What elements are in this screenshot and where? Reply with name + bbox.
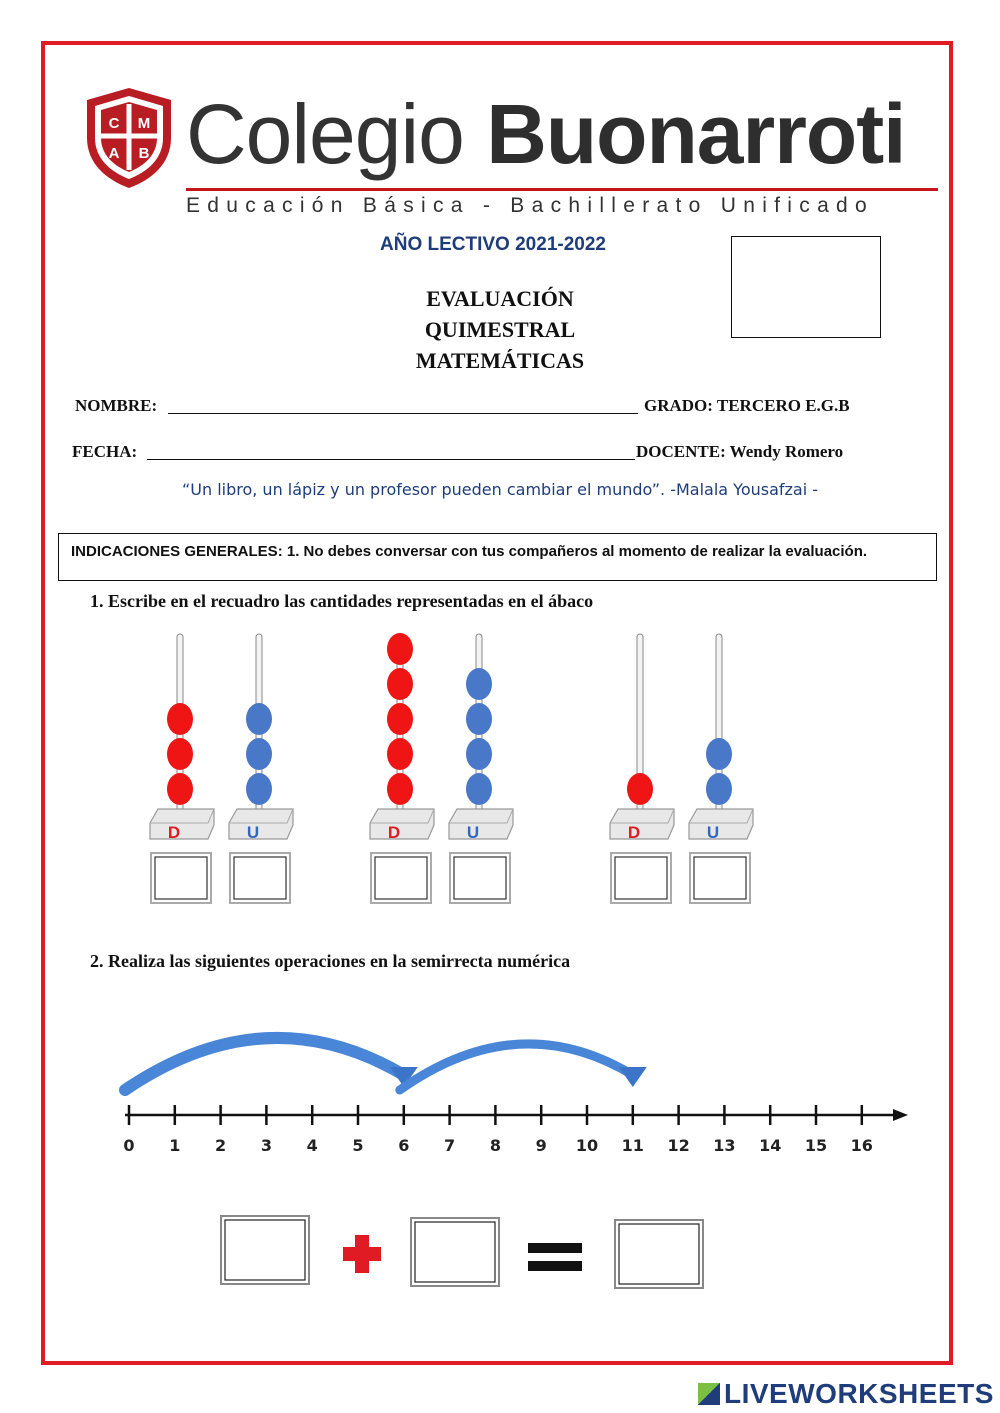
tick-label: 7 (444, 1136, 456, 1155)
logo-letter-m: M (137, 115, 151, 132)
date-label: FECHA: (72, 442, 138, 461)
abacus-base (449, 809, 513, 839)
logo-letter-b: B (138, 145, 150, 162)
abacus-base (610, 809, 674, 839)
logo-divider (186, 188, 938, 191)
tens-answer-box[interactable] (611, 853, 671, 903)
school-name-word2: Buonarroti (486, 87, 906, 181)
exam-title-line2: QUIMESTRAL (424, 317, 576, 342)
tick-label: 6 (398, 1136, 410, 1155)
tick-label: 2 (215, 1136, 227, 1155)
tick-label: 8 (489, 1136, 501, 1155)
school-subtitle: Educación Básica - Bachillerato Unificado (186, 194, 875, 217)
jump-arrow (400, 1044, 647, 1090)
tens-label: D (387, 823, 401, 842)
exam-title-line1: EVALUACIÓN (426, 286, 574, 311)
units-answer-box[interactable] (230, 853, 290, 903)
tens-bead (167, 738, 193, 770)
school-name (186, 87, 906, 181)
abacus-base (689, 809, 753, 839)
tens-bead (627, 773, 653, 805)
tens-bead (387, 633, 413, 665)
tick-label: 1 (169, 1136, 181, 1155)
addend-2-box[interactable] (411, 1218, 499, 1286)
watermark-icon (698, 1383, 720, 1405)
name-label: NOMBRE: (75, 396, 158, 415)
tens-label: D (167, 823, 181, 842)
number-line (0, 1000, 1000, 1170)
jump-arrow (125, 1038, 418, 1090)
units-bead (246, 738, 272, 770)
units-bead (466, 738, 492, 770)
equation (200, 1205, 740, 1305)
logo-letter-c: C (108, 115, 120, 132)
arrow-head-icon (893, 1109, 908, 1121)
plus-icon (343, 1235, 381, 1273)
quote: “Un libro, un lápiz y un profesor pueden cambiar el mundo”. -Malala Yousafzai - (181, 480, 819, 499)
watermark-text: LIVEWORKSHEETS (724, 1378, 994, 1409)
abacus-base (370, 809, 434, 839)
tick-label: 0 (123, 1136, 135, 1155)
tick-label: 12 (667, 1136, 690, 1155)
units-bead (706, 738, 732, 770)
tens-bead (167, 773, 193, 805)
tens-bead (387, 738, 413, 770)
abacus-3 (610, 634, 753, 903)
units-bead (246, 703, 272, 735)
exam-title (380, 283, 620, 376)
abacus-1 (150, 634, 293, 903)
tick-label: 11 (621, 1136, 644, 1155)
tens-bead (167, 703, 193, 735)
tick-label: 10 (575, 1136, 599, 1155)
tick-label: 14 (759, 1136, 782, 1155)
teacher-label: DOCENTE: Wendy Romero (636, 442, 844, 461)
result-box[interactable] (615, 1220, 703, 1288)
addend-1-box[interactable] (221, 1216, 309, 1284)
indications-text: INDICACIONES GENERALES: 1. No debes conversar con tus compañeros al momento de realizar la evaluación. (71, 543, 868, 560)
abacus-base (229, 809, 293, 839)
equals-icon (528, 1243, 582, 1271)
units-label: U (706, 823, 720, 842)
watermark (698, 1378, 994, 1410)
units-answer-box[interactable] (450, 853, 510, 903)
school-name-word1: Colegio (186, 87, 464, 181)
tens-bead (387, 773, 413, 805)
tens-label: D (627, 823, 641, 842)
tick-label: 4 (306, 1136, 318, 1155)
tick-label: 3 (260, 1136, 272, 1155)
name-line[interactable] (168, 413, 638, 414)
units-bead (706, 773, 732, 805)
abacus-exercise (0, 620, 1000, 920)
tens-answer-box[interactable] (151, 853, 211, 903)
question-1: 1. Escribe en el recuadro las cantidades representadas en el ábaco (90, 591, 594, 611)
grade-label: GRADO: TERCERO E.G.B (644, 396, 850, 415)
tens-bead (387, 668, 413, 700)
units-bead (466, 773, 492, 805)
units-bead (466, 668, 492, 700)
units-bead (246, 773, 272, 805)
units-answer-box[interactable] (690, 853, 750, 903)
tick-label: 15 (804, 1136, 828, 1155)
tick-label: 13 (713, 1136, 736, 1155)
units-label: U (246, 823, 260, 842)
date-line[interactable] (147, 459, 635, 460)
units-label: U (466, 823, 480, 842)
units-bead (466, 703, 492, 735)
tick-label: 5 (352, 1136, 364, 1155)
tick-label: 9 (535, 1136, 547, 1155)
school-year: AÑO LECTIVO 2021-2022 (380, 234, 606, 255)
tick-label: 16 (850, 1136, 873, 1155)
logo-letter-a: A (108, 145, 120, 162)
school-shield-logo (83, 86, 175, 190)
abacus-base (150, 809, 214, 839)
score-box[interactable] (731, 236, 881, 338)
exam-title-line3: MATEMÁTICAS (415, 348, 585, 373)
tens-answer-box[interactable] (371, 853, 431, 903)
question-2: 2. Realiza las siguientes operaciones en la semirrecta numérica (90, 951, 571, 971)
abacus-2 (370, 633, 513, 903)
tens-bead (387, 703, 413, 735)
